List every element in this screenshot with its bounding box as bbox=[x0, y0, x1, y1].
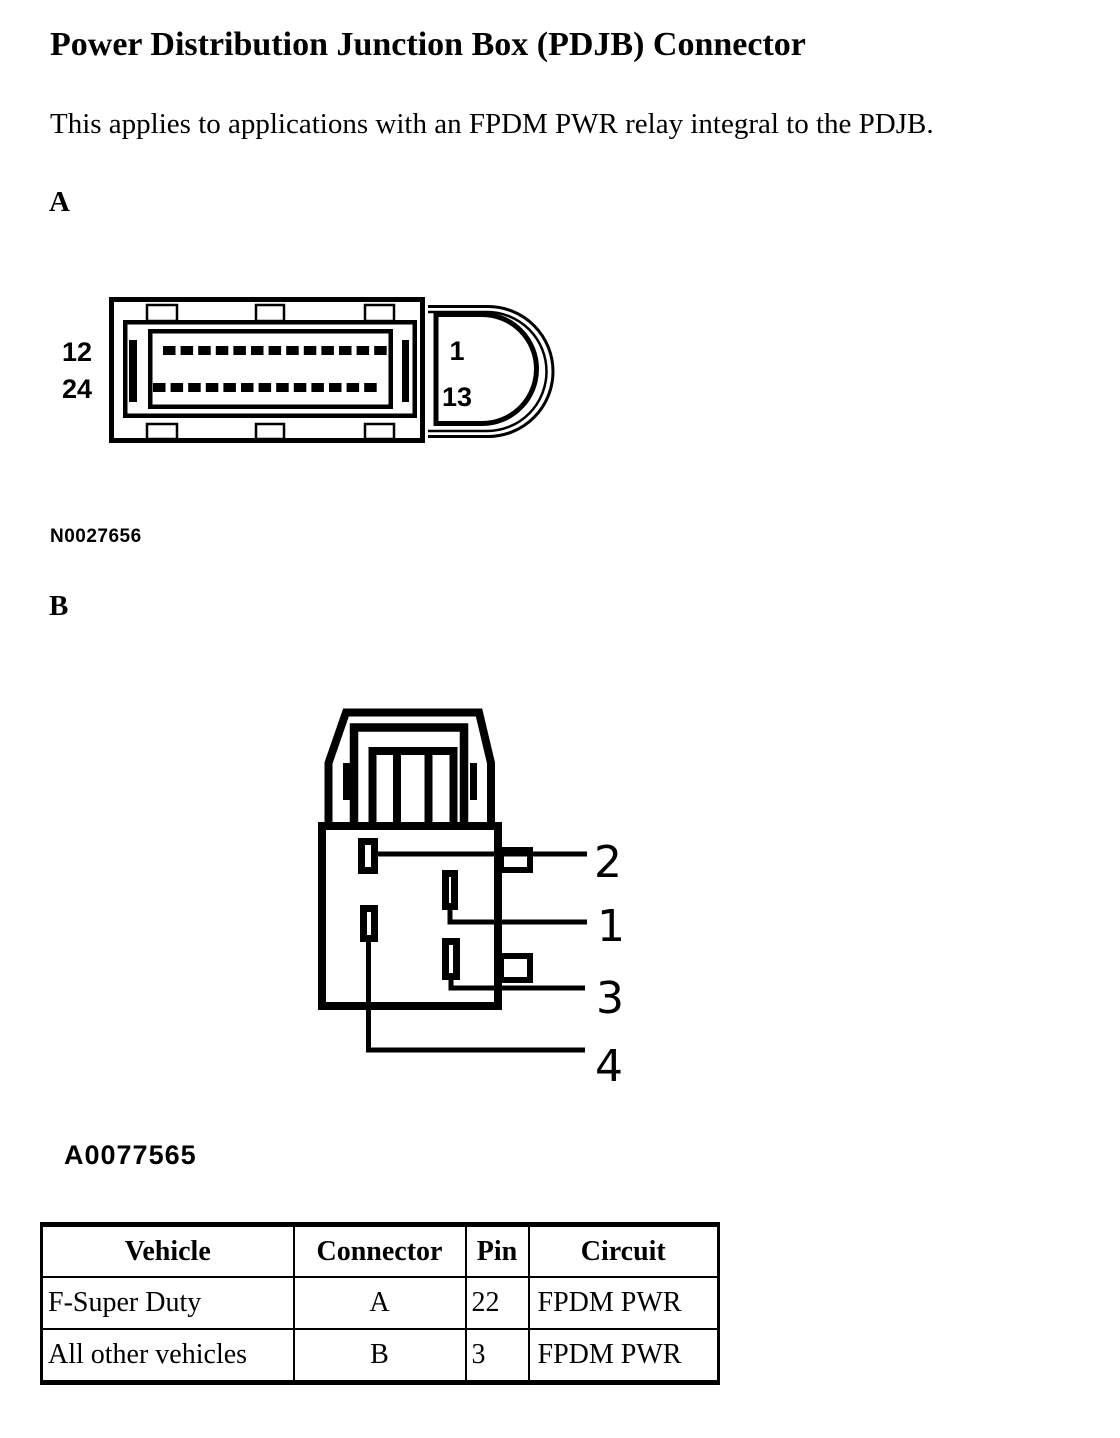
terminal-label-2: 2 bbox=[594, 837, 622, 888]
intro-text: This applies to applications with an FPDM PWR relay integral to the PDJB. bbox=[50, 108, 934, 140]
terminal-label-1: 1 bbox=[597, 901, 625, 952]
cell-pin: 3 bbox=[466, 1329, 529, 1383]
terminal-label-4: 4 bbox=[595, 1041, 623, 1092]
terminal-slot-2 bbox=[362, 842, 375, 871]
shell-tab bbox=[365, 424, 394, 439]
cell-circuit: FPDM PWR bbox=[529, 1329, 719, 1383]
pin-label-13: 13 bbox=[441, 382, 473, 412]
terminal-label-3: 3 bbox=[596, 973, 624, 1024]
col-header-circuit: Circuit bbox=[529, 1225, 719, 1278]
terminal-slot-4 bbox=[364, 909, 375, 939]
shell-tab bbox=[147, 305, 177, 321]
col-header-pin: Pin bbox=[466, 1225, 529, 1278]
shell-tab bbox=[256, 305, 284, 321]
pin-label-24: 24 bbox=[61, 374, 93, 404]
col-header-vehicle: Vehicle bbox=[42, 1225, 294, 1278]
connector-pin-table bbox=[40, 1222, 720, 1385]
connector-a-keyed-end bbox=[428, 307, 553, 437]
shell-tab bbox=[256, 424, 284, 439]
table-row bbox=[42, 1277, 719, 1329]
section-label-b: B bbox=[49, 590, 69, 622]
connector-b-diagram bbox=[300, 690, 640, 1100]
cell-connector: B bbox=[294, 1329, 466, 1383]
connector-a-diagram bbox=[55, 285, 565, 460]
pin-label-12: 12 bbox=[61, 337, 93, 367]
pin-label-1: 1 bbox=[449, 336, 465, 366]
table-header-row bbox=[42, 1225, 719, 1278]
col-header-connector: Connector bbox=[294, 1225, 466, 1278]
section-label-a: A bbox=[49, 186, 70, 218]
cell-pin: 22 bbox=[466, 1277, 529, 1329]
figure-id-b: A0077565 bbox=[64, 1140, 197, 1170]
figure-id-a: N0027656 bbox=[50, 526, 142, 547]
connector-b-tab-lower bbox=[501, 956, 530, 980]
shell-inner-outline bbox=[150, 331, 391, 407]
terminal-slot-3 bbox=[446, 942, 457, 977]
connector-a-shell bbox=[112, 300, 423, 441]
table-row bbox=[42, 1329, 719, 1383]
cell-connector: A bbox=[294, 1277, 466, 1329]
shell-tab bbox=[365, 305, 394, 321]
latch-comb bbox=[373, 751, 454, 822]
terminal-slot-1 bbox=[446, 874, 455, 907]
page-title: Power Distribution Junction Box (PDJB) Connector bbox=[50, 26, 806, 63]
shell-tab bbox=[147, 424, 177, 439]
connector-b-latch-housing bbox=[329, 713, 492, 823]
cell-vehicle: F-Super Duty bbox=[42, 1277, 294, 1329]
cell-vehicle: All other vehicles bbox=[42, 1329, 294, 1383]
cell-circuit: FPDM PWR bbox=[529, 1277, 719, 1329]
